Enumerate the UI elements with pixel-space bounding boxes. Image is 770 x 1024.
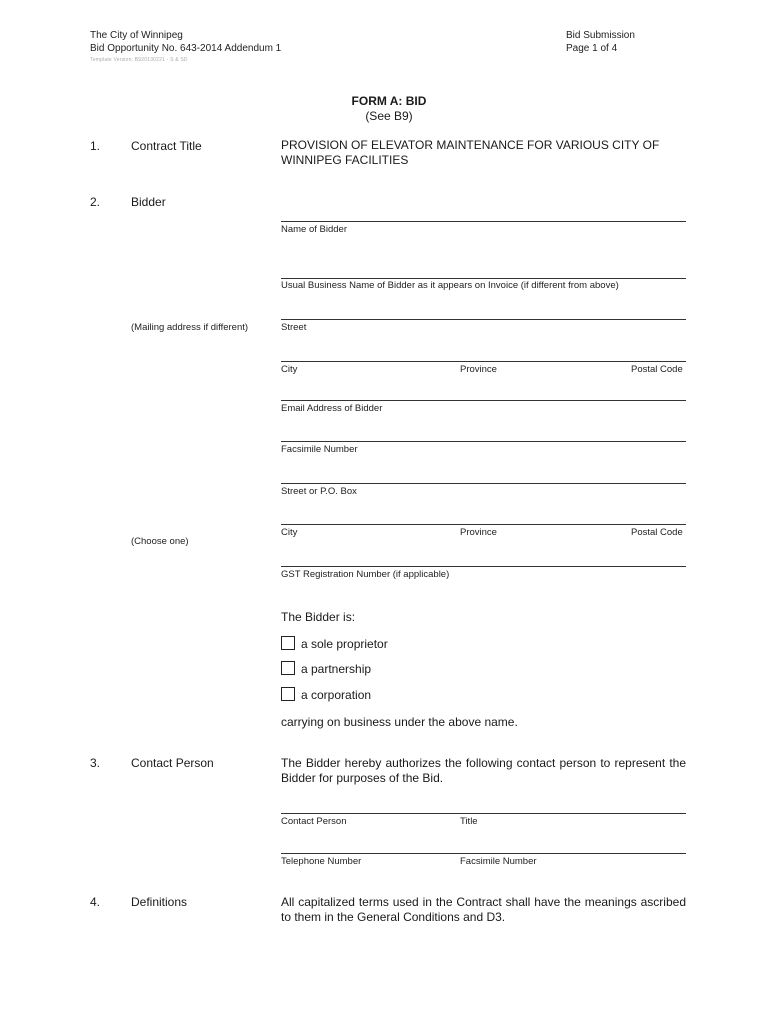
- contract-title-line-2: WINNIPEG FACILITIES: [281, 153, 409, 167]
- corporation-label: a corporation: [301, 688, 372, 702]
- facsimile-caption: Facsimile Number: [281, 444, 358, 455]
- bidder-is-label: The Bidder is:: [281, 610, 356, 624]
- template-version-note: Template Version: B920130221 - S & SD: [90, 57, 188, 63]
- header-left: [90, 29, 281, 55]
- gst-registration-field[interactable]: [281, 566, 686, 567]
- section-1-number: 1.: [90, 139, 101, 153]
- section-4-number: 4.: [90, 895, 101, 909]
- header-right: [566, 29, 635, 55]
- usual-business-name-field[interactable]: [281, 278, 686, 279]
- sole-proprietor-label: a sole proprietor: [301, 637, 388, 651]
- po-box-field[interactable]: [281, 483, 686, 484]
- contact-person-text: The Bidder hereby authorizes the following contact person to represent the Bidder for purposes of the Bid.: [281, 756, 686, 785]
- sole-proprietor-checkbox[interactable]: [281, 636, 295, 650]
- street-field[interactable]: [281, 319, 686, 320]
- choose-one-note: (Choose one): [131, 536, 189, 547]
- city-province-postal-field-2[interactable]: [281, 524, 686, 525]
- po-box-caption: Street or P.O. Box: [281, 486, 357, 497]
- carrying-on-text: carrying on business under the above name.: [281, 715, 518, 729]
- city-caption-2: City: [281, 527, 298, 538]
- usual-business-name-caption: Usual Business Name of Bidder as it appears on Invoice (if different from above): [281, 280, 619, 291]
- street-caption: Street: [281, 322, 307, 333]
- contract-title-value: [281, 138, 701, 168]
- city-province-postal-field[interactable]: [281, 361, 686, 362]
- bid-opportunity-number: Bid Opportunity No. 643-2014 Addendum 1: [90, 43, 282, 54]
- section-2-number: 2.: [90, 195, 101, 209]
- telephone-caption: Telephone Number: [281, 856, 362, 867]
- partnership-checkbox[interactable]: [281, 661, 295, 675]
- email-caption: Email Address of Bidder: [281, 403, 383, 414]
- partnership-label: a partnership: [301, 662, 372, 676]
- province-caption: Province: [460, 364, 497, 375]
- province-caption-2: Province: [460, 527, 497, 538]
- section-1-label: Contract Title: [131, 139, 202, 153]
- corporation-checkbox[interactable]: [281, 687, 295, 701]
- section-2-label: Bidder: [131, 195, 166, 209]
- city-caption: City: [281, 364, 298, 375]
- gst-registration-caption: GST Registration Number (if applicable): [281, 569, 450, 580]
- mailing-address-note: (Mailing address if different): [131, 322, 249, 333]
- name-of-bidder-field[interactable]: [281, 221, 686, 222]
- title-caption: Title: [460, 816, 478, 827]
- contact-title-field[interactable]: [281, 813, 686, 814]
- form-title: FORM A: BID: [351, 94, 427, 108]
- definitions-text: All capitalized terms used in the Contract shall have the meanings ascribed to them in the General Conditions and D3.: [281, 895, 686, 924]
- contact-facsimile-caption: Facsimile Number: [460, 856, 537, 867]
- section-4-label: Definitions: [131, 895, 188, 909]
- city-name: The City of Winnipeg: [90, 30, 183, 41]
- section-3-label: Contact Person: [131, 756, 214, 770]
- postal-code-caption-2: Postal Code: [631, 527, 683, 538]
- page-number: Page 1 of 4: [566, 43, 618, 54]
- bid-submission-label: Bid Submission: [566, 30, 635, 41]
- facsimile-field[interactable]: [281, 441, 686, 442]
- name-of-bidder-caption: Name of Bidder: [281, 224, 348, 235]
- form-subtitle: (See B9): [365, 109, 413, 123]
- section-3-number: 3.: [90, 756, 101, 770]
- contract-title-line-1: PROVISION OF ELEVATOR MAINTENANCE FOR VARIOUS CITY OF: [281, 138, 660, 152]
- telephone-fax-field[interactable]: [281, 853, 686, 854]
- contact-person-caption: Contact Person: [281, 816, 347, 827]
- email-field[interactable]: [281, 400, 686, 401]
- postal-code-caption: Postal Code: [631, 364, 683, 375]
